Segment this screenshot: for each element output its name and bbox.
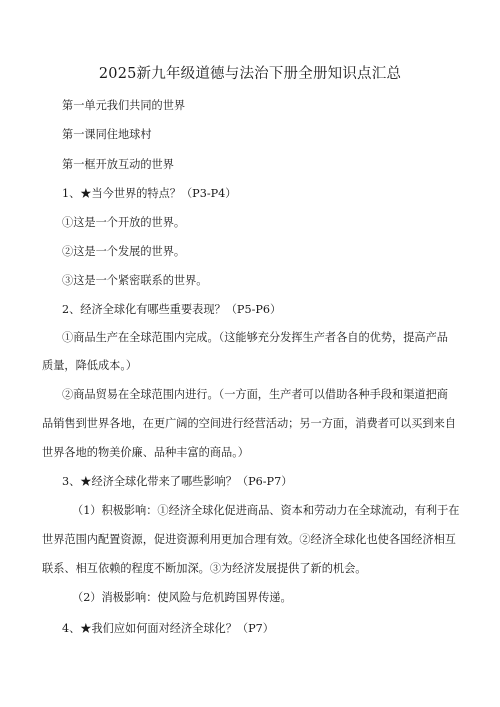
question-2: 2、经济全球化有哪些重要表现？（P5-P6）: [62, 303, 282, 316]
lesson-heading: 第一课同住地球村: [62, 128, 152, 141]
answer-2-item-2-cont-1: 品销售到世界各地，在更广阔的空间进行经营活动；另一方面，消费者可以买到来自: [42, 417, 456, 430]
answer-3-negative: （2）消极影响：使风险与危机跨国界传递。: [72, 591, 292, 604]
answer-3-positive-cont-1: 世界范围内配置资源，促进资源利用更加合理有效。②经济全球化也使各国经济相互: [42, 533, 456, 546]
answer-1-item-1: ①这是一个开放的世界。: [62, 216, 186, 229]
answer-2-item-1-cont: 质量，降低成本。）: [42, 359, 138, 372]
answer-3-positive-cont-2: 联系、相互依赖的程度不断加深。③为经济发展提供了新的机会。: [42, 562, 367, 575]
unit-heading: 第一单元我们共同的世界: [62, 99, 186, 112]
answer-3-positive: （1）积极影响：①经济全球化促进商品、资本和劳动力在全球流动，有利于在: [72, 504, 460, 517]
question-4: 4、★我们应如何面对经济全球化？（P7）: [62, 622, 274, 635]
answer-1-item-2: ②这是一个发展的世界。: [62, 245, 186, 258]
answer-2-item-2-cont-2: 世界各地的物美价廉、品种丰富的商品。）: [42, 446, 249, 459]
section-heading: 第一框开放互动的世界: [62, 158, 174, 171]
document-title: 2025新九年级道德与法治下册全册知识点汇总: [98, 66, 402, 82]
question-1: 1、★当今世界的特点？（P3-P4）: [62, 187, 237, 200]
answer-2-item-1: ①商品生产在全球范围内完成。（这能够充分发挥生产者各自的优势，提高产品: [62, 331, 448, 344]
question-3: 3、★经济全球化带来了哪些影响？（P6-P7）: [62, 475, 293, 488]
answer-1-item-3: ③这是一个紧密联系的世界。: [62, 274, 208, 287]
answer-2-item-2: ②商品贸易在全球范围内进行。（一方面，生产者可以借助各种手段和渠道把商: [62, 388, 448, 401]
